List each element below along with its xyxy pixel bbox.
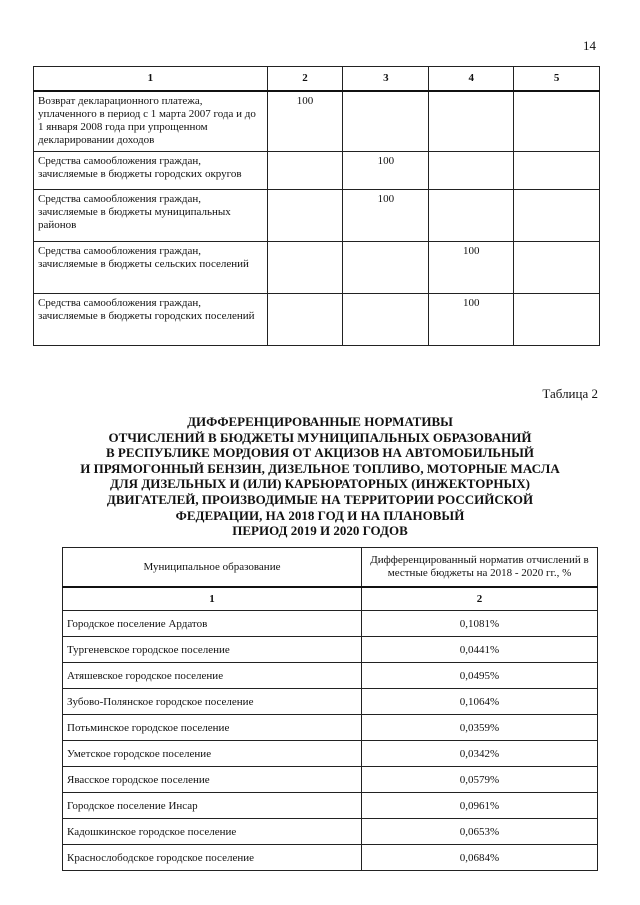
row-description: Средства самообложения граждан, зачисляемые в бюджеты городских поселений [34,293,268,345]
table-row [34,189,600,241]
table-row [63,715,598,741]
municipality-name: Городское поселение Ардатов [63,611,362,637]
title-line: ФЕДЕРАЦИИ, НА 2018 ГОД И НА ПЛАНОВЫЙ [175,507,465,523]
cell-col2 [267,151,343,189]
norm-value: 0,0495% [362,663,598,689]
norm-value: 0,0342% [362,741,598,767]
cell-col3 [343,241,429,293]
norm-value: 0,0961% [362,793,598,819]
cell-col3: 100 [343,189,429,241]
municipality-name: Потьминское городское поселение [63,715,362,741]
norms-table [62,547,598,871]
table-title [70,414,570,539]
cell-col3: 100 [343,151,429,189]
municipality-name: Кадошкинское городское поселение [63,819,362,845]
title-line: И ПРЯМОГОННЫЙ БЕНЗИН, ДИЗЕЛЬНОЕ ТОПЛИВО, МОТОРНЫЕ МАСЛА [80,460,560,476]
title-line: ОТЧИСЛЕНИЙ В БЮДЖЕТЫ МУНИЦИПАЛЬНЫХ ОБРАЗОВАНИЙ [108,429,532,445]
title-line: В РЕСПУБЛИКЕ МОРДОВИЯ ОТ АКЦИЗОВ НА АВТОМОБИЛЬНЫЙ [106,445,534,461]
cell-col4 [429,91,514,151]
row-description: Средства самообложения граждан, зачисляемые в бюджеты сельских поселений [34,241,268,293]
cell-col2 [267,293,343,345]
column-number-2: 2 [267,67,343,92]
income-sources-table [33,66,600,346]
norm-value: 0,0684% [362,845,598,871]
row-description: Возврат декларационного платежа, уплаченного в период с 1 марта 2007 года и до 1 января 2008 года при упрощенном декларировании доходов [34,91,268,151]
table-row [34,293,600,345]
column-number-3: 3 [343,67,429,92]
cell-col4: 100 [429,293,514,345]
column-number-4: 4 [429,67,514,92]
row-description: Средства самообложения граждан, зачисляемые в бюджеты городских округов [34,151,268,189]
municipality-name: Явасское городское поселение [63,767,362,793]
table-header-row [63,548,598,588]
cell-col2: 100 [267,91,343,151]
table-label: Таблица 2 [542,386,598,401]
page-number: 14 [583,38,596,53]
cell-col5 [514,151,600,189]
cell-col3 [343,91,429,151]
municipality-name: Городское поселение Инсар [63,793,362,819]
norm-value: 0,0579% [362,767,598,793]
column-number-2: 2 [362,587,598,611]
column-number-1: 1 [34,67,268,92]
title-line: ДЛЯ ДИЗЕЛЬНЫХ И (ИЛИ) КАРБЮРАТОРНЫХ (ИНЖЕКТОРНЫХ) [110,476,530,492]
title-line: ДИФФЕРЕНЦИРОВАННЫЕ НОРМАТИВЫ [187,414,453,429]
table-row [63,819,598,845]
cell-col4 [429,151,514,189]
table-row [63,767,598,793]
title-line: ПЕРИОД 2019 И 2020 ГОДОВ [232,523,408,539]
cell-col2 [267,189,343,241]
cell-col5 [514,241,600,293]
cell-col3 [343,293,429,345]
norm-value: 0,1081% [362,611,598,637]
table-row [63,637,598,663]
column-number-5: 5 [514,67,600,92]
cell-col2 [267,241,343,293]
table-row [34,91,600,151]
table-row [34,151,600,189]
cell-col5 [514,189,600,241]
table-row [63,741,598,767]
column-number-1: 1 [63,587,362,611]
table-row [63,663,598,689]
column-number-row [63,587,598,611]
table-row [34,241,600,293]
norm-value: 0,0359% [362,715,598,741]
column-header-municipality: Муниципальное образование [63,548,362,588]
norm-value: 0,1064% [362,689,598,715]
cell-col4: 100 [429,241,514,293]
table-row [63,793,598,819]
table-row [63,845,598,871]
municipality-name: Краснослободское городское поселение [63,845,362,871]
municipality-name: Тургеневское городское поселение [63,637,362,663]
table-row [63,611,598,637]
cell-col5 [514,293,600,345]
cell-col4 [429,189,514,241]
cell-col5 [514,91,600,151]
municipality-name: Уметское городское поселение [63,741,362,767]
table-header-row [34,67,600,92]
norm-value: 0,0653% [362,819,598,845]
municipality-name: Атяшевское городское поселение [63,663,362,689]
table-row [63,689,598,715]
column-header-norm: Дифференцированный норматив отчислений в местные бюджеты на 2018 - 2020 гг., % [362,548,598,588]
title-line: ДВИГАТЕЛЕЙ, ПРОИЗВОДИМЫЕ НА ТЕРРИТОРИИ РОССИЙСКОЙ [106,491,534,507]
municipality-name: Зубово-Полянское городское поселение [63,689,362,715]
row-description: Средства самообложения граждан, зачисляемые в бюджеты муниципальных районов [34,189,268,241]
norm-value: 0,0441% [362,637,598,663]
